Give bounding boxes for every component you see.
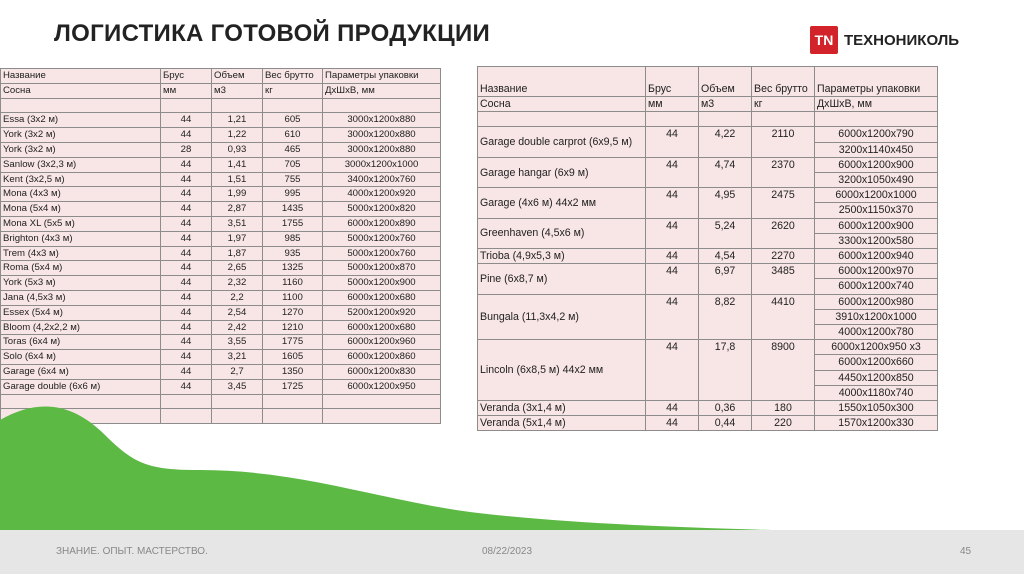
table-cell: 6000x1200x950 [323, 379, 441, 394]
table-cell: кг [263, 83, 323, 98]
table-cell: 0,44 [699, 416, 752, 431]
table-cell: 44 [161, 320, 212, 335]
table-cell: Параметры упаковки [815, 67, 938, 97]
table-row [1, 246, 441, 261]
table-cell: 44 [161, 335, 212, 350]
table-cell: 1,87 [212, 246, 263, 261]
table-cell: 6000x1200x1000 [815, 188, 938, 203]
table-cell: 44 [161, 305, 212, 320]
table-row [1, 335, 441, 350]
table-cell: 44 [161, 379, 212, 394]
table-cell: Брус [161, 69, 212, 84]
table-cell: 180 [752, 401, 815, 416]
table-cell: 1755 [263, 216, 323, 231]
table-cell: 17,8 [699, 340, 752, 401]
table-cell: 1210 [263, 320, 323, 335]
table-cell: 8,82 [699, 294, 752, 340]
table-cell: 2270 [752, 249, 815, 264]
table-cell: м3 [699, 97, 752, 112]
table-row [1, 202, 441, 217]
table-cell: 220 [752, 416, 815, 431]
table-cell: 6000x1200x940 [815, 249, 938, 264]
empty-cell [263, 98, 323, 113]
table-cell: 6000x1200x740 [815, 279, 938, 294]
table-cell: 28 [161, 142, 212, 157]
table-header-row [478, 67, 938, 97]
table-cell: 3000x1200x880 [323, 142, 441, 157]
table-cell: Объем [212, 69, 263, 84]
logo-mark-icon: TN [810, 26, 838, 54]
table-row [1, 128, 441, 143]
table-row [478, 127, 938, 142]
table-row [478, 249, 938, 264]
table-cell: 1,97 [212, 231, 263, 246]
table-cell: Mona (5x4 м) [1, 202, 161, 217]
table-cell: 1160 [263, 276, 323, 291]
table-cell: ДхШхВ, мм [323, 83, 441, 98]
table-cell: Garage (4x6 м) 44x2 мм [478, 188, 646, 218]
table-cell: 5000x1200x870 [323, 261, 441, 276]
table-cell: 3,55 [212, 335, 263, 350]
table-cell: Greenhaven (4,5x6 м) [478, 218, 646, 248]
table-cell: 610 [263, 128, 323, 143]
table-cell: 1350 [263, 364, 323, 379]
table-cell: 2,54 [212, 305, 263, 320]
table-cell: Параметры упаковки [323, 69, 441, 84]
empty-cell [646, 112, 699, 127]
table-cell: Garage double carprot (6x9,5 м) [478, 127, 646, 157]
table-cell: 44 [161, 231, 212, 246]
table-cell: 605 [263, 113, 323, 128]
table-cell: 44 [161, 246, 212, 261]
table-cell: 5000x1200x820 [323, 202, 441, 217]
table-cell: 4000x1200x780 [815, 325, 938, 340]
table-cell: 1270 [263, 305, 323, 320]
table-units-row [1, 83, 441, 98]
table-cell: 5000x1200x900 [323, 276, 441, 291]
table-cell: Kent (3x2,5 м) [1, 172, 161, 187]
table-cell: Объем [699, 67, 752, 97]
table-cell: 6000x1200x860 [323, 350, 441, 365]
table-cell: 6000x1200x680 [323, 290, 441, 305]
table-cell: 4000x1200x920 [323, 187, 441, 202]
footer-slogan: ЗНАНИЕ. ОПЫТ. МАСТЕРСТВО. [56, 546, 208, 557]
table-cell: 44 [161, 364, 212, 379]
table-row [1, 379, 441, 394]
table-cell: 935 [263, 246, 323, 261]
table-cell: 5000x1200x760 [323, 231, 441, 246]
table-cell: 3200x1140x450 [815, 142, 938, 157]
table-cell: Mona XL (5x5 м) [1, 216, 161, 231]
empty-cell [699, 112, 752, 127]
table-cell: 44 [161, 172, 212, 187]
table-cell: 1,51 [212, 172, 263, 187]
table-cell: Garage hangar (6x9 м) [478, 157, 646, 187]
empty-cell [212, 98, 263, 113]
table-cell: Essa (3x2 м) [1, 113, 161, 128]
empty-cell [815, 112, 938, 127]
table-cell: Сосна [1, 83, 161, 98]
table-cell: 1775 [263, 335, 323, 350]
table-cell: 5200x1200x920 [323, 305, 441, 320]
table-cell: 1605 [263, 350, 323, 365]
table-cell: Вес брутто [263, 69, 323, 84]
table-cell: 1550x1050x300 [815, 401, 938, 416]
logo-text: ТЕХНОНИКОЛЬ [844, 31, 960, 49]
table-cell: Mona (4x3 м) [1, 187, 161, 202]
table-cell: Sanlow (3x2,3 м) [1, 157, 161, 172]
table-cell: Bloom (4,2x2,2 м) [1, 320, 161, 335]
table-row [478, 218, 938, 233]
table-cell: 44 [646, 249, 699, 264]
table-cell: Pine (6x8,7 м) [478, 264, 646, 294]
table-cell: Veranda (5x1,4 м) [478, 416, 646, 431]
table-row [1, 276, 441, 291]
table-cell: Сосна [478, 97, 646, 112]
table-cell: Garage double (6x6 м) [1, 379, 161, 394]
table-cell: Брус [646, 67, 699, 97]
table-cell: Roma (5x4 м) [1, 261, 161, 276]
table-row [478, 294, 938, 309]
table-cell: м3 [212, 83, 263, 98]
table-cell: 2110 [752, 127, 815, 157]
table-cell: 465 [263, 142, 323, 157]
table-cell: York (3x2 м) [1, 142, 161, 157]
table-cell: 0,93 [212, 142, 263, 157]
table-cell: 6,97 [699, 264, 752, 294]
table-cell: 3000x1200x1000 [323, 157, 441, 172]
table-cell: 6000x1200x830 [323, 364, 441, 379]
table-cell: 4,22 [699, 127, 752, 157]
table-cell: 44 [646, 416, 699, 431]
table-cell: 0,36 [699, 401, 752, 416]
table-cell: 44 [161, 128, 212, 143]
table-cell: 44 [161, 113, 212, 128]
table-row [1, 172, 441, 187]
table-cell: 1725 [263, 379, 323, 394]
table-cell: Toras (6x4 м) [1, 335, 161, 350]
right-logistics-table [477, 66, 938, 431]
table-cell: 44 [646, 218, 699, 248]
table-cell: Solo (6x4 м) [1, 350, 161, 365]
table-cell: 44 [161, 157, 212, 172]
table-cell: 2,42 [212, 320, 263, 335]
table-row [1, 216, 441, 231]
table-cell: 44 [161, 276, 212, 291]
table-row [1, 142, 441, 157]
table-cell: 1325 [263, 261, 323, 276]
table-cell: 3400x1200x760 [323, 172, 441, 187]
table-row [1, 157, 441, 172]
table-cell: Trioba (4,9x5,3 м) [478, 249, 646, 264]
table-spacer-row [1, 98, 441, 113]
table-cell: 3910x1200x1000 [815, 309, 938, 324]
table-cell: Brighton (4x3 м) [1, 231, 161, 246]
empty-cell [323, 98, 441, 113]
table-cell: 4450x1200x850 [815, 370, 938, 385]
table-cell: 985 [263, 231, 323, 246]
empty-cell [752, 112, 815, 127]
table-cell: 6000x1200x900 [815, 218, 938, 233]
table-cell: 3485 [752, 264, 815, 294]
table-cell: 1,41 [212, 157, 263, 172]
table-cell: кг [752, 97, 815, 112]
empty-cell [161, 98, 212, 113]
table-cell: 44 [646, 127, 699, 157]
table-cell: 44 [646, 401, 699, 416]
table-cell: 3,21 [212, 350, 263, 365]
table-header-row [1, 69, 441, 84]
table-row [1, 261, 441, 276]
table-cell: 3300x1200x580 [815, 233, 938, 248]
table-cell: 5000x1200x760 [323, 246, 441, 261]
table-row [1, 113, 441, 128]
table-spacer-row [478, 112, 938, 127]
table-cell: Veranda (3x1,4 м) [478, 401, 646, 416]
table-cell: 44 [646, 264, 699, 294]
table-cell: 1,22 [212, 128, 263, 143]
table-row [478, 340, 938, 355]
page-number: 45 [960, 546, 972, 557]
table-cell: Trem (4x3 м) [1, 246, 161, 261]
table-cell: 44 [161, 350, 212, 365]
table-cell: York (5x3 м) [1, 276, 161, 291]
table-cell: 5,24 [699, 218, 752, 248]
table-cell: 6000x1200x980 [815, 294, 938, 309]
table-cell: 44 [646, 188, 699, 218]
page-title: ЛОГИСТИКА ГОТОВОЙ ПРОДУКЦИИ [54, 20, 491, 47]
table-cell: 4,95 [699, 188, 752, 218]
table-row [1, 350, 441, 365]
table-cell: Lincoln (6x8,5 м) 44x2 мм [478, 340, 646, 401]
table-cell: 44 [161, 202, 212, 217]
table-row [1, 320, 441, 335]
table-cell: 6000x1200x950 x3 [815, 340, 938, 355]
table-cell: 705 [263, 157, 323, 172]
table-cell: 2620 [752, 218, 815, 248]
table-cell: 2500x1150x370 [815, 203, 938, 218]
table-cell: 4,54 [699, 249, 752, 264]
table-cell: 44 [161, 187, 212, 202]
table-cell: 755 [263, 172, 323, 187]
table-cell: 1435 [263, 202, 323, 217]
table-row [478, 157, 938, 172]
table-cell: 8900 [752, 340, 815, 401]
table-cell: 6000x1200x900 [815, 157, 938, 172]
table-cell: 1570x1200x330 [815, 416, 938, 431]
table-cell: 3000x1200x880 [323, 113, 441, 128]
table-row [478, 188, 938, 203]
table-row [1, 364, 441, 379]
table-cell: 6000x1200x790 [815, 127, 938, 142]
table-cell: 3,51 [212, 216, 263, 231]
table-cell: 1,21 [212, 113, 263, 128]
table-cell: ДхШхВ, мм [815, 97, 938, 112]
green-hill-decoration [0, 400, 1024, 540]
table-cell: 6000x1200x970 [815, 264, 938, 279]
footer-date: 08/22/2023 [482, 546, 533, 557]
table-row [1, 187, 441, 202]
table-cell: Garage (6x4 м) [1, 364, 161, 379]
table-cell: 3200x1050x490 [815, 173, 938, 188]
empty-cell [478, 112, 646, 127]
table-cell: 3000x1200x880 [323, 128, 441, 143]
table-row [1, 290, 441, 305]
table-cell: Bungala (11,3x4,2 м) [478, 294, 646, 340]
table-cell: 3,45 [212, 379, 263, 394]
table-cell: 44 [161, 290, 212, 305]
table-cell: 44 [161, 216, 212, 231]
table-cell: Название [1, 69, 161, 84]
table-cell: 6000x1200x890 [323, 216, 441, 231]
table-cell: Вес брутто [752, 67, 815, 97]
table-cell: 44 [646, 294, 699, 340]
table-cell: 2,7 [212, 364, 263, 379]
table-cell: мм [161, 83, 212, 98]
table-cell: 4,74 [699, 157, 752, 187]
table-cell: Essex (5x4 м) [1, 305, 161, 320]
table-cell: 2475 [752, 188, 815, 218]
table-cell: 6000x1200x960 [323, 335, 441, 350]
table-cell: 1,99 [212, 187, 263, 202]
left-logistics-table [0, 68, 441, 424]
table-cell: 4000x1180x740 [815, 385, 938, 400]
table-cell: 2,65 [212, 261, 263, 276]
table-row [1, 305, 441, 320]
table-row [478, 264, 938, 279]
table-cell: 4410 [752, 294, 815, 340]
table-cell: мм [646, 97, 699, 112]
table-cell: York (3x2 м) [1, 128, 161, 143]
table-cell: 1100 [263, 290, 323, 305]
empty-cell [1, 98, 161, 113]
table-cell: 2,32 [212, 276, 263, 291]
table-cell: 995 [263, 187, 323, 202]
table-cell: 6000x1200x680 [323, 320, 441, 335]
company-logo [810, 24, 959, 56]
table-row [1, 231, 441, 246]
table-cell: 44 [646, 157, 699, 187]
table-cell: Jana (4,5x3 м) [1, 290, 161, 305]
table-cell: 2,87 [212, 202, 263, 217]
table-units-row [478, 97, 938, 112]
table-cell: 2370 [752, 157, 815, 187]
table-cell: 44 [646, 340, 699, 401]
table-cell: 6000x1200x660 [815, 355, 938, 370]
table-cell: 2,2 [212, 290, 263, 305]
table-cell: 44 [161, 261, 212, 276]
table-cell: Название [478, 67, 646, 97]
